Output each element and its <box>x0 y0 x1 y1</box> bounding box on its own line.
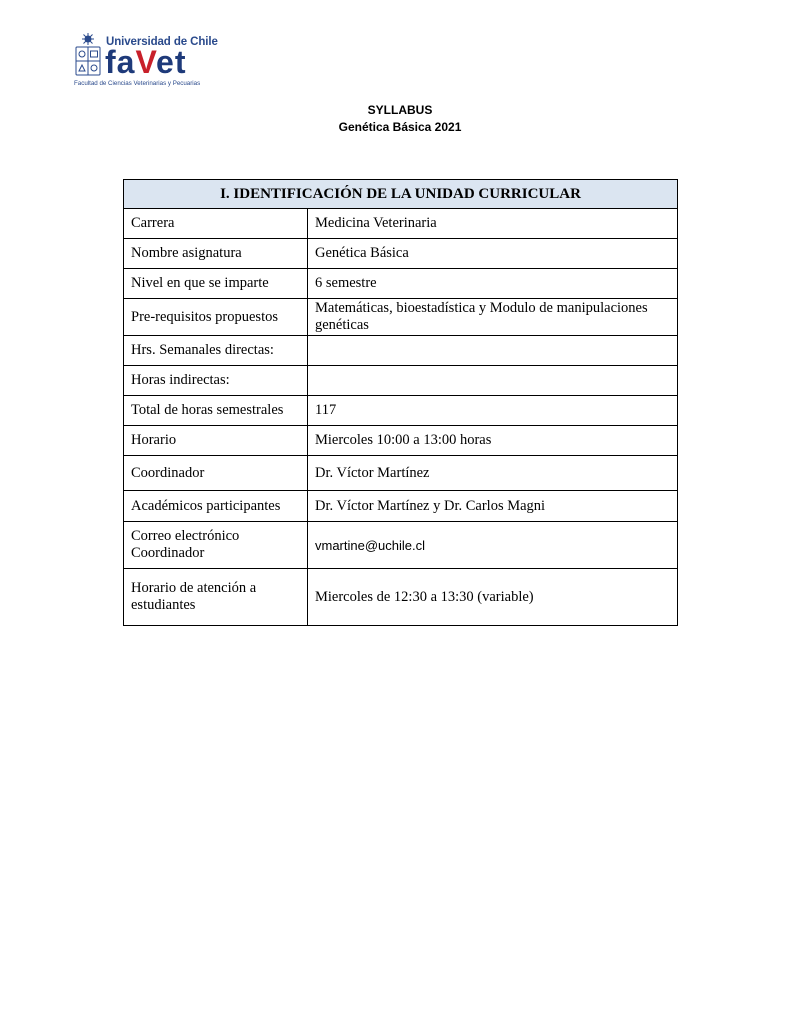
row-value: Miercoles 10:00 a 13:00 horas <box>308 426 678 456</box>
row-value: Dr. Víctor Martínez <box>308 456 678 491</box>
table-row <box>124 522 678 569</box>
brand-text-post: et <box>156 44 187 80</box>
table-row <box>124 569 678 626</box>
document-subheading: Genética Básica 2021 <box>338 120 462 134</box>
row-value: Medicina Veterinaria <box>308 209 678 239</box>
table-row <box>124 426 678 456</box>
row-value: 6 semestre <box>308 269 678 299</box>
university-name: Universidad de Chile <box>106 36 218 48</box>
table-row <box>124 396 678 426</box>
row-value: Miercoles de 12:30 a 13:30 (variable) <box>308 569 678 626</box>
document-heading: SYLLABUS <box>367 103 433 117</box>
identification-table <box>123 179 678 626</box>
table-row <box>124 491 678 522</box>
row-label: Carrera <box>124 209 308 239</box>
row-label: Horario de atención a estudiantes <box>124 569 308 626</box>
brand-wordmark <box>105 44 186 80</box>
table-row <box>124 299 678 336</box>
row-value: Genética Básica <box>308 239 678 269</box>
row-label: Nivel en que se imparte <box>124 269 308 299</box>
brand-text-v: V <box>135 44 157 80</box>
favet-logo <box>73 32 223 90</box>
row-value: Dr. Víctor Martínez y Dr. Carlos Magni <box>308 491 678 522</box>
table-row <box>124 269 678 299</box>
table-header-row <box>124 180 678 209</box>
row-label: Pre-requisitos propuestos <box>124 299 308 336</box>
row-value: Matemáticas, bioestadística y Modulo de manipulaciones genéticas <box>308 299 678 336</box>
row-value: 117 <box>308 396 678 426</box>
table-row <box>124 239 678 269</box>
row-label: Hrs. Semanales directas: <box>124 336 308 366</box>
section-title: I. IDENTIFICACIÓN DE LA UNIDAD CURRICULAR <box>124 180 678 209</box>
row-label: Total de horas semestrales <box>124 396 308 426</box>
row-label: Nombre asignatura <box>124 239 308 269</box>
row-label: Coordinador <box>124 456 308 491</box>
university-emblem-icon <box>73 32 103 82</box>
row-label: Correo electrónico Coordinador <box>124 522 308 569</box>
table-row <box>124 456 678 491</box>
coordinator-email: vmartine@uchile.cl <box>308 522 678 569</box>
table-row <box>124 366 678 396</box>
row-label: Horas indirectas: <box>124 366 308 396</box>
table-row <box>124 209 678 239</box>
table-row <box>124 336 678 366</box>
row-label: Académicos participantes <box>124 491 308 522</box>
row-value <box>308 336 678 366</box>
row-value <box>308 366 678 396</box>
brand-text-pre: fa <box>105 44 136 80</box>
faculty-name: Facultad de Ciencias Veterinarias y Pecuarias <box>74 80 201 87</box>
row-label: Horario <box>124 426 308 456</box>
